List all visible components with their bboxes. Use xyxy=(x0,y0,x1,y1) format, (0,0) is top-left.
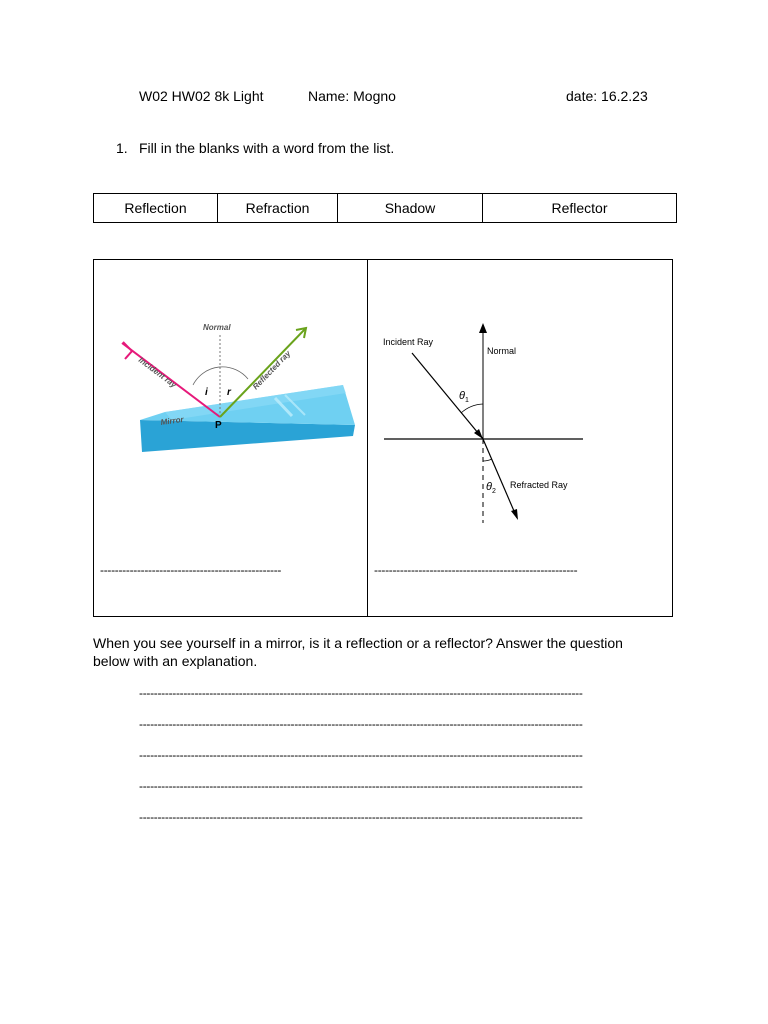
answer-blank-left[interactable]: ------------------------------------------------- xyxy=(100,563,282,577)
point-p-label: P xyxy=(215,420,222,431)
angle-i-label: i xyxy=(205,387,208,398)
question-1-text: Fill in the blanks with a word from the list. xyxy=(139,140,395,156)
word-reflection: Reflection xyxy=(94,194,218,223)
question-2-line-1: When you see yourself in a mirror, is it a reflection or a reflector? Answer the question xyxy=(93,635,623,651)
worksheet-code: W02 HW02 8k Light xyxy=(139,88,264,104)
answer-line[interactable]: ------------------------------------------------------------------------------------------------------------------------ xyxy=(139,686,583,700)
word-reflector: Reflector xyxy=(483,194,677,223)
word-shadow: Shadow xyxy=(338,194,483,223)
answer-line[interactable]: ------------------------------------------------------------------------------------------------------------------------ xyxy=(139,717,583,731)
incident-ray xyxy=(412,353,483,439)
word-refraction: Refraction xyxy=(218,194,338,223)
reflected-ray-label: Reflected ray xyxy=(250,348,293,392)
angle-r-label: r xyxy=(227,387,231,398)
theta1-arc xyxy=(461,404,483,413)
refracted-ray-label: Refracted Ray xyxy=(510,480,568,490)
mirror-label: Mirror xyxy=(160,414,185,427)
incident-ray-label: Incident Ray xyxy=(383,337,434,347)
theta2-arc xyxy=(483,459,492,461)
answer-line[interactable]: ------------------------------------------------------------------------------------------------------------------------ xyxy=(139,748,583,762)
question-1-number: 1. xyxy=(116,140,128,156)
figure-divider xyxy=(367,259,368,617)
normal-label: Normal xyxy=(203,323,231,332)
word-list-table xyxy=(93,193,677,223)
incident-ray-label: Incident ray xyxy=(136,355,179,390)
normal-label: Normal xyxy=(487,346,517,356)
reflection-diagram xyxy=(110,315,365,460)
answer-line[interactable]: ------------------------------------------------------------------------------------------------------------------------ xyxy=(139,810,583,824)
student-name: Name: Mogno xyxy=(308,88,396,104)
refracted-ray xyxy=(483,439,517,518)
refraction-diagram xyxy=(380,318,590,528)
theta2-label: $\theta_2$ xyxy=(486,481,496,495)
answer-blank-right[interactable]: ------------------------------------------------------- xyxy=(374,563,578,577)
worksheet-date: date: 16.2.23 xyxy=(566,88,648,104)
theta1-label: $\theta_1$ xyxy=(459,390,469,404)
answer-line[interactable]: ------------------------------------------------------------------------------------------------------------------------ xyxy=(139,779,583,793)
question-2-line-2: below with an explanation. xyxy=(93,653,258,669)
